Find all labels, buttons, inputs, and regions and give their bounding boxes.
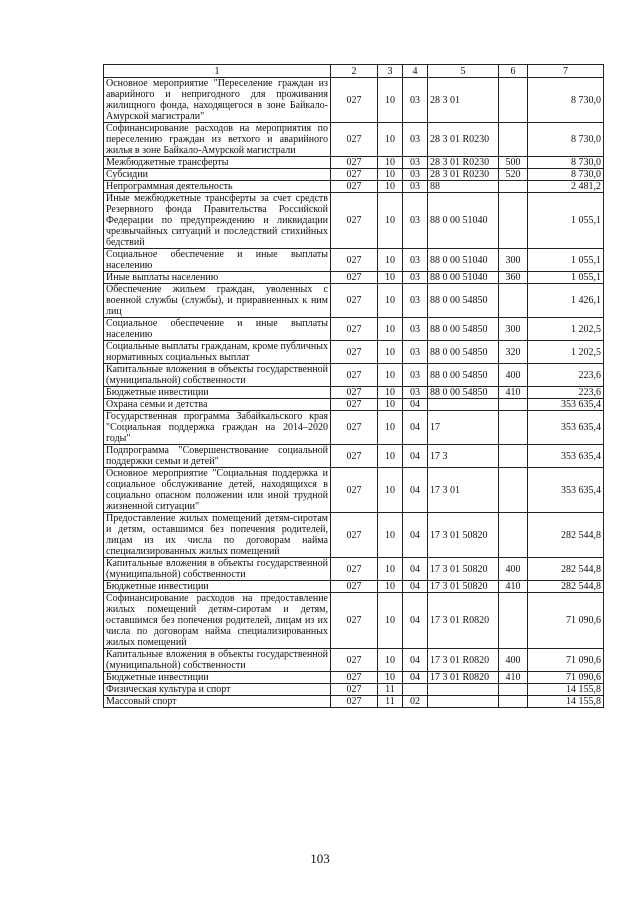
row-subsection-cell: 04: [403, 649, 428, 672]
row-expense-type-cell: [499, 593, 528, 649]
row-target-article-cell: 88: [428, 181, 499, 193]
row-ministry-code-cell: 027: [331, 513, 378, 558]
row-section-cell: 10: [378, 364, 403, 387]
row-name-cell: Капитальные вложения в объекты государственной (муниципальной) собственности: [104, 558, 331, 581]
row-subsection-cell: 03: [403, 181, 428, 193]
row-amount-cell: 1 055,1: [528, 193, 604, 249]
row-amount-cell: 353 635,4: [528, 468, 604, 513]
row-subsection-cell: 03: [403, 341, 428, 364]
row-name-cell: Физическая культура и спорт: [104, 684, 331, 696]
table-row: [104, 272, 604, 284]
row-section-cell: 10: [378, 193, 403, 249]
table-row: [104, 399, 604, 411]
table-row: [104, 341, 604, 364]
row-expense-type-cell: 360: [499, 272, 528, 284]
row-target-article-cell: 88 0 00 54850: [428, 387, 499, 399]
row-expense-type-cell: 320: [499, 341, 528, 364]
row-expense-type-cell: 410: [499, 581, 528, 593]
row-expense-type-cell: 400: [499, 649, 528, 672]
row-amount-cell: 8 730,0: [528, 123, 604, 157]
row-section-cell: 10: [378, 341, 403, 364]
row-section-cell: 10: [378, 272, 403, 284]
row-name-cell: Подпрограмма "Совершенствование социальной поддержки семьи и детей": [104, 445, 331, 468]
row-expense-type-cell: [499, 468, 528, 513]
table-row: [104, 181, 604, 193]
table-row: [104, 284, 604, 318]
row-ministry-code-cell: 027: [331, 387, 378, 399]
row-subsection-cell: 03: [403, 123, 428, 157]
budget-table: [103, 64, 604, 708]
row-ministry-code-cell: 027: [331, 272, 378, 284]
row-ministry-code-cell: 027: [331, 181, 378, 193]
row-name-cell: Бюджетные инвестиции: [104, 581, 331, 593]
row-section-cell: 11: [378, 696, 403, 708]
row-subsection-cell: 03: [403, 78, 428, 123]
row-expense-type-cell: [499, 513, 528, 558]
row-target-article-cell: 17 3 01 R0820: [428, 593, 499, 649]
row-name-cell: Социальное обеспечение и иные выплаты населению: [104, 318, 331, 341]
row-subsection-cell: 04: [403, 558, 428, 581]
row-name-cell: Иные межбюджетные трансферты за счет средств Резервного фонда Правительства Российской Федерации по предупреждению и ликвидации чрезвычайных ситуаций и последствий стихийных бедствий: [104, 193, 331, 249]
row-section-cell: 10: [378, 411, 403, 445]
row-subsection-cell: 03: [403, 318, 428, 341]
table-row: [104, 123, 604, 157]
row-target-article-cell: 17 3 01 50820: [428, 581, 499, 593]
row-expense-type-cell: 300: [499, 318, 528, 341]
row-subsection-cell: 03: [403, 387, 428, 399]
row-expense-type-cell: 400: [499, 364, 528, 387]
row-target-article-cell: 28 3 01 R0230: [428, 169, 499, 181]
row-amount-cell: 353 635,4: [528, 411, 604, 445]
row-name-cell: Капитальные вложения в объекты государственной (муниципальной) собственности: [104, 649, 331, 672]
row-ministry-code-cell: 027: [331, 169, 378, 181]
table-body: [104, 78, 604, 708]
table-row: [104, 593, 604, 649]
column-header-5: 5: [428, 65, 499, 78]
row-ministry-code-cell: 027: [331, 649, 378, 672]
row-target-article-cell: 17 3 01: [428, 468, 499, 513]
row-name-cell: Межбюджетные трансферты: [104, 157, 331, 169]
row-subsection-cell: 03: [403, 157, 428, 169]
row-amount-cell: 353 635,4: [528, 445, 604, 468]
row-amount-cell: 14 155,8: [528, 696, 604, 708]
row-target-article-cell: 88 0 00 51040: [428, 249, 499, 272]
table-header-row: [104, 65, 604, 78]
row-target-article-cell: 28 3 01 R0230: [428, 157, 499, 169]
column-header-6: 6: [499, 65, 528, 78]
row-target-article-cell: [428, 684, 499, 696]
column-header-1: 1: [104, 65, 331, 78]
row-section-cell: 10: [378, 157, 403, 169]
row-amount-cell: 71 090,6: [528, 593, 604, 649]
row-section-cell: 10: [378, 581, 403, 593]
table-row: [104, 581, 604, 593]
row-section-cell: 10: [378, 468, 403, 513]
row-ministry-code-cell: 027: [331, 78, 378, 123]
row-ministry-code-cell: 027: [331, 445, 378, 468]
row-section-cell: 10: [378, 181, 403, 193]
row-section-cell: 10: [378, 672, 403, 684]
row-ministry-code-cell: 027: [331, 696, 378, 708]
row-ministry-code-cell: 027: [331, 123, 378, 157]
row-subsection-cell: 04: [403, 411, 428, 445]
row-subsection-cell: 03: [403, 284, 428, 318]
row-ministry-code-cell: 027: [331, 249, 378, 272]
row-amount-cell: 8 730,0: [528, 169, 604, 181]
row-subsection-cell: 04: [403, 445, 428, 468]
table-row: [104, 672, 604, 684]
row-subsection-cell: 04: [403, 593, 428, 649]
row-name-cell: Бюджетные инвестиции: [104, 672, 331, 684]
row-target-article-cell: 17 3 01 R0820: [428, 649, 499, 672]
table-row: [104, 468, 604, 513]
row-ministry-code-cell: 027: [331, 341, 378, 364]
row-subsection-cell: 04: [403, 399, 428, 411]
column-header-2: 2: [331, 65, 378, 78]
row-name-cell: Софинансирование расходов на предоставление жилых помещений детям-сиротам и детям, оставшимся без попечения родителей, лицам из их числа по договорам найма специализированных жилых помещений: [104, 593, 331, 649]
table-row: [104, 364, 604, 387]
row-subsection-cell: 02: [403, 696, 428, 708]
row-ministry-code-cell: 027: [331, 399, 378, 411]
row-name-cell: Обеспечение жильем граждан, уволенных с военной службы (службы), и приравненных к ним лиц: [104, 284, 331, 318]
row-name-cell: Социальное обеспечение и иные выплаты населению: [104, 249, 331, 272]
row-name-cell: Софинансирование расходов на мероприятия по переселению граждан из ветхого и аварийного жилья в зоне Байкало-Амурской магистрали: [104, 123, 331, 157]
row-section-cell: 10: [378, 649, 403, 672]
column-header-4: 4: [403, 65, 428, 78]
table-row: [104, 649, 604, 672]
row-ministry-code-cell: 027: [331, 284, 378, 318]
row-subsection-cell: 04: [403, 468, 428, 513]
row-target-article-cell: 17 3 01 50820: [428, 558, 499, 581]
row-amount-cell: 1 202,5: [528, 318, 604, 341]
row-target-article-cell: [428, 696, 499, 708]
row-expense-type-cell: [499, 696, 528, 708]
row-section-cell: 10: [378, 558, 403, 581]
row-section-cell: 10: [378, 78, 403, 123]
row-section-cell: 10: [378, 513, 403, 558]
row-target-article-cell: 88 0 00 51040: [428, 272, 499, 284]
row-section-cell: 10: [378, 249, 403, 272]
row-expense-type-cell: 400: [499, 558, 528, 581]
row-ministry-code-cell: 027: [331, 593, 378, 649]
row-ministry-code-cell: 027: [331, 318, 378, 341]
row-section-cell: 10: [378, 387, 403, 399]
row-expense-type-cell: [499, 193, 528, 249]
row-target-article-cell: 17 3 01 50820: [428, 513, 499, 558]
row-name-cell: Основное мероприятие "Переселение граждан из аварийного и непригодного для проживания жилищного фонда, находящегося в зоне Байкало-Амурской магистрали": [104, 78, 331, 123]
row-subsection-cell: 04: [403, 672, 428, 684]
row-expense-type-cell: 500: [499, 157, 528, 169]
row-ministry-code-cell: 027: [331, 468, 378, 513]
row-name-cell: Субсидии: [104, 169, 331, 181]
row-expense-type-cell: [499, 445, 528, 468]
row-expense-type-cell: 300: [499, 249, 528, 272]
row-section-cell: 10: [378, 318, 403, 341]
row-target-article-cell: 28 3 01 R0230: [428, 123, 499, 157]
row-section-cell: 10: [378, 593, 403, 649]
row-subsection-cell: 03: [403, 272, 428, 284]
table-row: [104, 318, 604, 341]
row-section-cell: 10: [378, 123, 403, 157]
row-amount-cell: 1 202,5: [528, 341, 604, 364]
row-section-cell: 10: [378, 169, 403, 181]
row-amount-cell: 223,6: [528, 364, 604, 387]
row-amount-cell: 282 544,8: [528, 513, 604, 558]
row-target-article-cell: 17 3 01 R0820: [428, 672, 499, 684]
row-target-article-cell: 88 0 00 54850: [428, 364, 499, 387]
row-ministry-code-cell: 027: [331, 672, 378, 684]
row-ministry-code-cell: 027: [331, 193, 378, 249]
row-subsection-cell: 03: [403, 169, 428, 181]
row-subsection-cell: 04: [403, 513, 428, 558]
row-name-cell: Капитальные вложения в объекты государственной (муниципальной) собственности: [104, 364, 331, 387]
row-ministry-code-cell: 027: [331, 411, 378, 445]
row-target-article-cell: 88 0 00 54850: [428, 284, 499, 318]
column-header-7: 7: [528, 65, 604, 78]
row-expense-type-cell: 410: [499, 672, 528, 684]
row-target-article-cell: 88 0 00 54850: [428, 341, 499, 364]
row-amount-cell: 14 155,8: [528, 684, 604, 696]
table-row: [104, 558, 604, 581]
row-expense-type-cell: [499, 411, 528, 445]
table-row: [104, 193, 604, 249]
row-name-cell: Непрограммная деятельность: [104, 181, 331, 193]
table-row: [104, 696, 604, 708]
row-expense-type-cell: 410: [499, 387, 528, 399]
row-section-cell: 11: [378, 684, 403, 696]
table-row: [104, 411, 604, 445]
row-target-article-cell: [428, 399, 499, 411]
row-ministry-code-cell: 027: [331, 684, 378, 696]
row-amount-cell: 353 635,4: [528, 399, 604, 411]
row-target-article-cell: 17 3: [428, 445, 499, 468]
row-subsection-cell: [403, 684, 428, 696]
row-section-cell: 10: [378, 445, 403, 468]
row-name-cell: Социальные выплаты гражданам, кроме публичных нормативных социальных выплат: [104, 341, 331, 364]
page-number: 103: [310, 851, 330, 866]
row-name-cell: Массовый спорт: [104, 696, 331, 708]
row-subsection-cell: 03: [403, 364, 428, 387]
row-expense-type-cell: [499, 284, 528, 318]
row-amount-cell: 8 730,0: [528, 78, 604, 123]
row-expense-type-cell: [499, 684, 528, 696]
row-expense-type-cell: 520: [499, 169, 528, 181]
row-amount-cell: 1 055,1: [528, 272, 604, 284]
row-amount-cell: 1 426,1: [528, 284, 604, 318]
row-ministry-code-cell: 027: [331, 157, 378, 169]
row-expense-type-cell: [499, 123, 528, 157]
row-subsection-cell: 03: [403, 193, 428, 249]
row-amount-cell: 71 090,6: [528, 649, 604, 672]
row-expense-type-cell: [499, 78, 528, 123]
row-expense-type-cell: [499, 399, 528, 411]
row-amount-cell: 282 544,8: [528, 581, 604, 593]
table-row: [104, 513, 604, 558]
row-name-cell: Охрана семьи и детства: [104, 399, 331, 411]
row-ministry-code-cell: 027: [331, 364, 378, 387]
row-expense-type-cell: [499, 181, 528, 193]
row-target-article-cell: 17: [428, 411, 499, 445]
row-amount-cell: 2 481,2: [528, 181, 604, 193]
row-subsection-cell: 03: [403, 249, 428, 272]
row-amount-cell: 71 090,6: [528, 672, 604, 684]
row-ministry-code-cell: 027: [331, 581, 378, 593]
row-amount-cell: 1 055,1: [528, 249, 604, 272]
table-row: [104, 78, 604, 123]
row-ministry-code-cell: 027: [331, 558, 378, 581]
row-name-cell: Основное мероприятие "Социальная поддержка и социальное обслуживание детей, находящихся в социально опасном положении или иной трудной жизненной ситуации": [104, 468, 331, 513]
table-row: [104, 249, 604, 272]
row-subsection-cell: 04: [403, 581, 428, 593]
row-section-cell: 10: [378, 284, 403, 318]
row-amount-cell: 223,6: [528, 387, 604, 399]
row-name-cell: Иные выплаты населению: [104, 272, 331, 284]
row-target-article-cell: 28 3 01: [428, 78, 499, 123]
table-row: [104, 684, 604, 696]
table-row: [104, 157, 604, 169]
column-header-3: 3: [378, 65, 403, 78]
row-section-cell: 10: [378, 399, 403, 411]
table-row: [104, 169, 604, 181]
row-name-cell: Бюджетные инвестиции: [104, 387, 331, 399]
row-amount-cell: 8 730,0: [528, 157, 604, 169]
row-target-article-cell: 88 0 00 51040: [428, 193, 499, 249]
row-name-cell: Предоставление жилых помещений детям-сиротам и детям, оставшимся без попечения родителей, лицам из их числа по договорам найма специализированных жилых помещений: [104, 513, 331, 558]
row-target-article-cell: 88 0 00 54850: [428, 318, 499, 341]
table-row: [104, 445, 604, 468]
row-amount-cell: 282 544,8: [528, 558, 604, 581]
row-name-cell: Государственная программа Забайкальского края "Социальная поддержка граждан на 2014–2020 годы": [104, 411, 331, 445]
table-row: [104, 387, 604, 399]
